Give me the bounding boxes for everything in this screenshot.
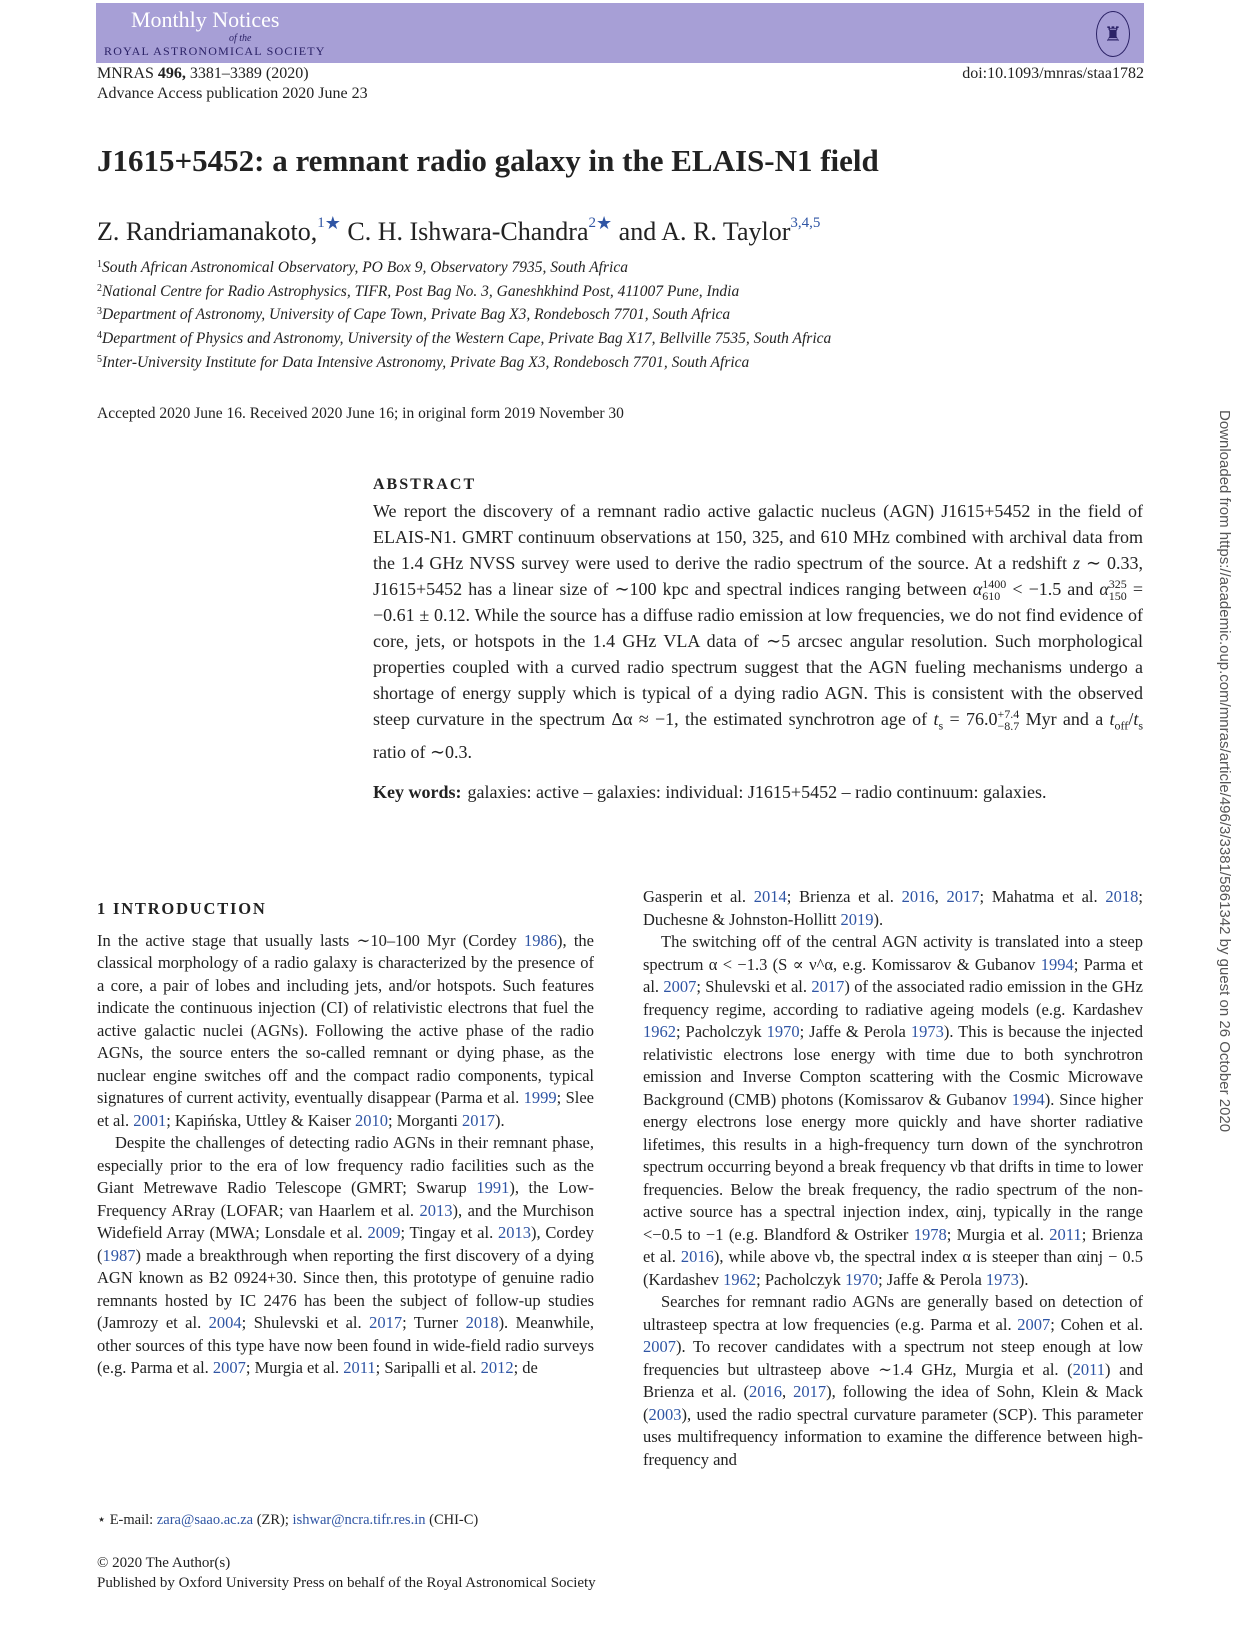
advance-access: Advance Access publication 2020 June 23 xyxy=(97,85,368,102)
email-link[interactable]: zara@saao.ac.za xyxy=(156,1512,254,1528)
paragraph-text: Gasperin et al. xyxy=(643,887,754,906)
paragraph-text: ), following the idea of Sohn, Klein & Mack ( xyxy=(643,1382,1143,1424)
author-2-affil[interactable]: 2 xyxy=(588,215,597,231)
received-dates: Accepted 2020 June 16. Received 2020 June 16; in original form 2019 November 30 xyxy=(97,405,624,422)
citation-link[interactable]: 2007 xyxy=(663,977,697,996)
citation-link[interactable]: 1994 xyxy=(1040,954,1074,974)
paragraph-text: The switching off of the central AGN activity is translated into a steep spectrum α < −1.3 (S ∝ ν^α, e.g. Komissarov & Gubanov xyxy=(643,932,1143,974)
affiliations xyxy=(97,255,831,374)
email-link[interactable]: ishwar@ncra.tifr.res.in xyxy=(292,1512,426,1528)
citation-link[interactable]: 2016 xyxy=(748,1382,782,1401)
citation-link[interactable]: 2011 xyxy=(1049,1224,1082,1244)
citation-link[interactable]: 2014 xyxy=(753,887,787,906)
copyright: © 2020 The Author(s) xyxy=(97,1555,231,1571)
citation-link[interactable]: 2018 xyxy=(465,1313,499,1332)
citation-link[interactable]: 1987 xyxy=(102,1245,136,1265)
paragraph-text: ; Pacholczyk xyxy=(676,1022,767,1041)
publisher: Published by Oxford University Press on behalf of the Royal Astronomical Society xyxy=(97,1575,596,1591)
paragraph-text: ; Slee et al. xyxy=(97,1088,595,1130)
paragraph-text: ; de xyxy=(513,1358,538,1377)
paragraph-text: ; Brienza et al. xyxy=(643,1224,1144,1266)
paragraph-text: ), used the radio spectral curvature parameter (SCP). This parameter uses multifrequency information to examine the difference between high-frequency and xyxy=(643,1404,1143,1469)
citation-link[interactable]: 2010 xyxy=(355,1110,388,1130)
right-column xyxy=(643,886,1143,1471)
paragraph-text: In the active stage that usually lasts ∼10–100 Myr (Cordey xyxy=(97,930,524,950)
paragraph-text: ; Jaffe & Perola xyxy=(878,1269,986,1289)
citation-link[interactable]: 1991 xyxy=(476,1178,510,1197)
footnote-star-icon: ⋆ xyxy=(97,1512,107,1528)
citation-link[interactable]: 2017 xyxy=(811,977,845,996)
affiliation: $^3$Department of Astronomy, University of Cape Town, Private Bag X3, Rondebosch 7701, South Africa xyxy=(97,306,731,324)
citation-link[interactable]: 1973 xyxy=(985,1269,1019,1289)
citation-link[interactable]: 2011 xyxy=(343,1358,376,1377)
paragraph-text: ) of the associated radio emission in the GHz frequency regime, according to radiative ageing models (e.g. Kardashev xyxy=(643,977,1143,1019)
paragraph-text: ; Cohen et al. xyxy=(1050,1314,1144,1334)
paragraph-text: ; Mahatma et al. xyxy=(979,887,1106,906)
paragraph-text: ; Parma et al. xyxy=(643,954,1143,996)
citation-link[interactable]: 1970 xyxy=(845,1269,879,1289)
citation-info xyxy=(97,64,368,104)
paragraph-text: ). This is because the injected relativistic electrons lose energy with time due to both synchrotron emission and Inverse Compton scattering with the Cosmic Microwave Background (CMB) photons (Komissarov & Gubanov xyxy=(643,1022,1143,1109)
citation-link[interactable]: 2001 xyxy=(133,1110,167,1130)
affiliation: $^1$South African Astronomical Observatory, PO Box 9, Observatory 7935, South Africa xyxy=(97,259,628,276)
author-2: C. H. Ishwara-Chandra xyxy=(340,217,589,246)
citation-link[interactable]: 2012 xyxy=(480,1358,514,1377)
affiliation: $^2$National Centre for Radio Astrophysics, TIFR, Post Bag No. 3, Ganeshkhind Post, 411007 Pune, India xyxy=(97,282,740,300)
keywords-text: galaxies: active – galaxies: individual: J1615+5452 – radio continuum: galaxies. xyxy=(467,781,1047,802)
author-1-affil[interactable]: 1 xyxy=(317,215,325,231)
paragraph-text: ). xyxy=(1018,1269,1029,1289)
citation-link[interactable]: 2004 xyxy=(208,1313,242,1332)
citation-link[interactable]: 1999 xyxy=(523,1088,557,1107)
paragraph-text: ; Murgia et al. xyxy=(946,1224,1050,1244)
paper-title: J1615+5452: a remnant radio galaxy in the ELAIS-N1 field xyxy=(97,143,879,178)
paragraph-text: ), the classical morphology of a radio galaxy is characterized by the presence of a core, a pair of lobes and including jets, and/or hotspots. Such features indicate the continuous injection (CI) of relativistic electrons that fuel the active galactic nuclei (AGNs). Following the active phase of the radio AGNs, the source enters the so-called remnant or dying phase, as the nuclear engine switches off and the compact radio components, typical signatures of current activity, eventually disappear (Parma et al. xyxy=(97,930,595,1107)
citation-link[interactable]: 2018 xyxy=(1105,887,1139,906)
journal-of: of the xyxy=(229,33,252,44)
paragraph-text: ; Turner xyxy=(402,1313,466,1332)
abstract xyxy=(373,476,1143,805)
author-3-affil[interactable]: 3,4,5 xyxy=(790,215,821,231)
citation-link[interactable]: 2007 xyxy=(1017,1314,1051,1334)
paragraph xyxy=(97,1132,594,1380)
corresponding-star-icon[interactable]: ★ xyxy=(324,213,341,233)
paragraph-text: ; Jaffe & Perola xyxy=(799,1022,911,1041)
citation-link[interactable]: 2007 xyxy=(643,1337,676,1356)
citation-link[interactable]: 2007 xyxy=(212,1358,246,1377)
paragraph-text: ; Murgia et al. xyxy=(245,1358,344,1377)
paragraph-text: ). To recover candidates with a spectrum not steep enough at low frequencies but ultrasteep above ∼1.4 GHz, Murgia et al. ( xyxy=(643,1337,1143,1379)
citation-link[interactable]: 1994 xyxy=(1011,1089,1045,1109)
download-note[interactable]: Downloaded from https://academic.oup.com/mnras/article/496/3/3381/5861342 by guest on 26 October 2020 xyxy=(1216,410,1233,1133)
paragraph-text: ; Shulevski et al. xyxy=(241,1313,370,1332)
paragraph-text: ; Tingay et al. xyxy=(400,1223,498,1242)
paragraph-text: ; Brienza et al. xyxy=(786,887,902,906)
paragraph xyxy=(643,1291,1143,1471)
author-3: and A. R. Taylor xyxy=(612,217,791,246)
paragraph-text: ), and the Murchison Widefield Array (MWA; Lonsdale et al. xyxy=(97,1200,594,1242)
paragraph xyxy=(643,931,1143,1291)
paragraph-text: ). Since higher energy electrons lose energy more quickly and have shorter radiative lifetimes, this results in a high-frequency turn down of the synchrotron spectrum occurring beyond a break frequency νb that drifts in time to lower frequencies. Below the break frequency, the radio spectrum of the non-active source has a spectral injection index, αinj, typically in the range <−0.5 to −1 (e.g. Blandford & Ostriker xyxy=(643,1089,1143,1244)
abstract-body: We report the discovery of a remnant radio active galactic nucleus (AGN) J1615+5452 in the field of ELAIS-N1. GMRT continuum observations at 150, 325, and 610 MHz combined with archival data from the 1.4 GHz NVSS survey were used to derive the radio spectrum of the source. At a redshift z ∼ 0.33, J1615+5452 has a linear size of ∼100 kpc and spectral indices ranging between α 1400 610 < −1.5 and α 325 150 = −0.61 ± 0.12. While the source has a diffuse radio emission at low frequencies, we do not find evidence of core, jets, or hotspots in the 1.4 GHz VLA data of ∼5 arcsec angular resolution. Such morphological properties coupled with a curved radio spectrum suggest that the AGN fueling mechanisms undergo a shortage of energy supply which is typical of a dying radio AGN. This is consistent with the observed steep curvature in the spectrum Δα ≈ −1, the estimated synchrotron age of $t_s = 76.0$ +7.4 −8.7 Myr and a $t_{off}/t_s$ ratio of ∼0.3. xyxy=(373,501,1144,762)
paragraph-text: Despite the challenges of detecting radio AGNs in their remnant phase, especially prior to the era of low frequency radio facilities such as the Giant Metrewave Radio Telescope (GMRT; Swarup xyxy=(97,1133,594,1197)
pages: 3381–3389 (2020) xyxy=(185,65,309,82)
paragraph-text: , xyxy=(934,887,947,906)
journal-banner xyxy=(96,3,1144,63)
paragraph-text: ; Pacholczyk xyxy=(756,1269,846,1289)
abstract-heading: ABSTRACT xyxy=(373,476,477,493)
paragraph-text: ; Saripalli et al. xyxy=(375,1358,481,1377)
left-column xyxy=(97,898,594,1380)
paragraph-text: Searches for remnant radio AGNs are generally based on detection of ultrasteep spectra at low frequencies (e.g. Parma et al. xyxy=(643,1292,1143,1334)
footnote: ⋆ E-mail: zara@saao.ac.za (ZR); ishwar@ncra.tifr.res.in (CHI-C) xyxy=(97,1512,479,1528)
keywords xyxy=(373,779,1143,805)
citation-link[interactable]: 2017 xyxy=(946,887,980,906)
keywords-label: Key words: xyxy=(373,781,462,802)
citation-link[interactable]: 2011 xyxy=(1072,1359,1106,1379)
paragraph-text: ), the Low-Frequency ARray (LOFAR; van Haarlem et al. xyxy=(97,1178,594,1220)
paragraph-text: , xyxy=(781,1382,794,1401)
paragraph-text: ). xyxy=(873,909,884,929)
volume: 496, xyxy=(157,65,186,82)
citation-link[interactable]: 2009 xyxy=(367,1223,401,1242)
citation-link[interactable]: 1962 xyxy=(643,1022,676,1041)
paragraph-text: ; Kapińska, Uttley & Kaiser xyxy=(166,1110,355,1130)
paragraph-text: ; Morganti xyxy=(388,1110,462,1130)
citation-link[interactable]: 2017 xyxy=(369,1313,403,1332)
paragraph-text: ), Cordey ( xyxy=(97,1223,594,1265)
paragraph xyxy=(97,930,594,1133)
corresponding-star-icon[interactable]: ★ xyxy=(596,213,613,233)
paragraph-text: ). Meanwhile, other sources of this type have now been found in wide-field radio surveys (e.g. Parma et al. xyxy=(97,1313,594,1377)
citation-link[interactable]: 1986 xyxy=(524,930,557,950)
citation-link[interactable]: 2017 xyxy=(461,1110,495,1130)
citation-link[interactable]: 1962 xyxy=(723,1269,757,1289)
author-1: Z. Randriamanakoto, xyxy=(97,217,318,246)
citation-link[interactable]: 2019 xyxy=(840,909,874,929)
paragraph-text: ; Shulevski et al. xyxy=(696,977,812,996)
citation-link[interactable]: 1978 xyxy=(913,1224,947,1244)
paragraph-text: ). xyxy=(494,1110,505,1130)
paragraph-text: ; Duchesne & Johnston-Hollitt xyxy=(643,887,1143,929)
paragraph-text: ), while above νb, the spectral index α is steeper than αinj − 0.5 (Kardashev xyxy=(643,1247,1143,1289)
citation-link[interactable]: 2003 xyxy=(648,1404,682,1424)
paragraph-text: ) made a breakthrough when reporting the first discovery of a dying AGN known as B2 0924+30. Since then, this prototype of genuine radio remnants hosted by IC 2476 has been the subject of follow-up studies (Jamrozy et al. xyxy=(97,1245,594,1332)
affiliation: $^4$Department of Physics and Astronomy, University of the Western Cape, Private Bag X17, Bellville 7535, South Africa xyxy=(97,330,832,348)
society-seal-icon: ♜ xyxy=(1096,11,1130,57)
citation-link[interactable]: 1970 xyxy=(766,1022,800,1041)
journal-abbrev: MNRAS xyxy=(97,65,158,82)
affiliation: $^5$Inter-University Institute for Data Intensive Astronomy, Private Bag X3, Rondebosch 7701, South Africa xyxy=(97,353,750,371)
citation-link[interactable]: 2013 xyxy=(498,1223,531,1242)
citation-link[interactable]: 2016 xyxy=(901,887,935,906)
citation-link[interactable]: 1973 xyxy=(910,1022,944,1041)
citation-link[interactable]: 2017 xyxy=(793,1382,827,1401)
citation-link[interactable]: 2016 xyxy=(680,1247,714,1266)
journal-name: Monthly Notices xyxy=(131,7,280,32)
author-list xyxy=(97,213,820,247)
section-heading: 1 INTRODUCTION xyxy=(97,899,267,918)
paragraph xyxy=(643,886,1143,931)
paragraph-text: ) and Brienza et al. ( xyxy=(643,1359,1143,1401)
doi[interactable]: doi:10.1093/mnras/staa1782 xyxy=(962,65,1144,82)
citation-link[interactable]: 2013 xyxy=(419,1200,453,1220)
journal-society: ROYAL ASTRONOMICAL SOCIETY xyxy=(104,44,326,58)
footer xyxy=(97,1553,596,1593)
